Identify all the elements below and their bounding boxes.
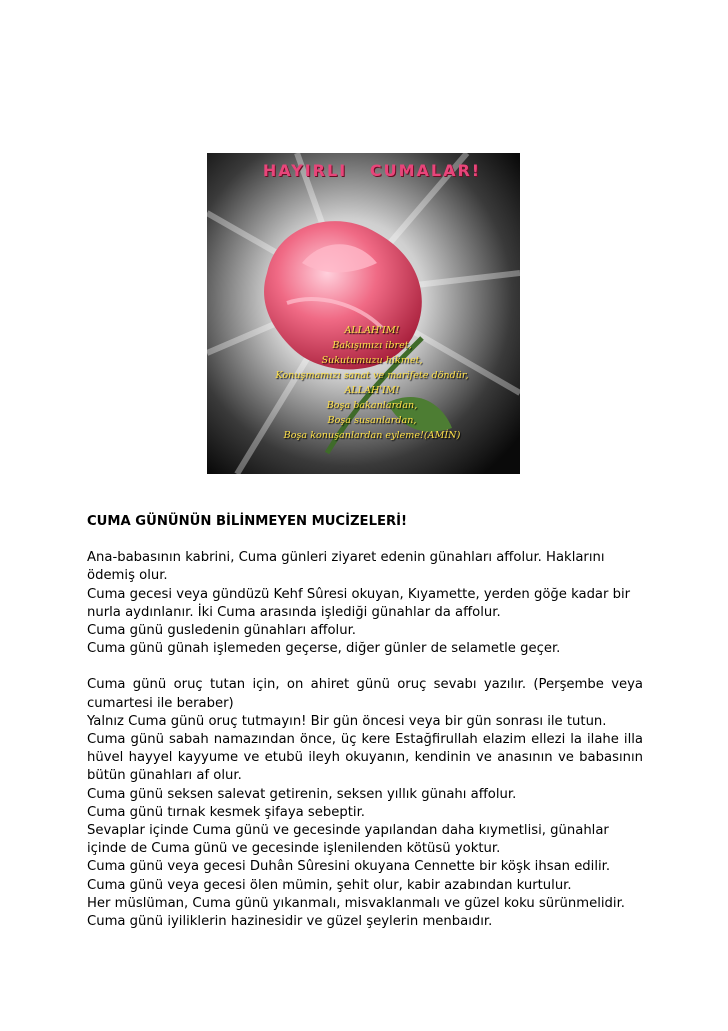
paragraph: Cuma günü iyiliklerin hazinesidir ve güzel şeylerin menbaıdır.	[87, 914, 493, 930]
poem-line: Bakışımızı ibret,	[332, 340, 412, 351]
banner-text: HAYIRLI CUMALAR!	[262, 161, 482, 180]
paragraph-block-1	[87, 549, 643, 658]
paragraph: Sevaplar içinde Cuma günü ve gecesinde yapılandan daha kıymetlisi, günahlar içinde de Cuma günü ve gecesinde işlenilenden kötüsü yoktur.	[87, 823, 609, 857]
paragraph: Yalnız Cuma günü oruç tutmayın! Bir gün öncesi veya bir gün sonrası ile tutun.	[87, 713, 607, 729]
paragraph: Cuma günü sabah namazından önce, üç kere Estağfirullah elazim ellezi la ilahe illa hüvel hayyel kayyume ve etubü ileyh okuyanın, kendinin ve anasının ve babasının bütün günahları af olur.	[87, 732, 643, 784]
paragraph-block-2	[87, 676, 643, 931]
paragraph: Her müslüman, Cuma günü yıkanmalı, misvaklanmalı ve güzel koku sürünmelidir.	[87, 895, 625, 911]
paragraph: Cuma günü veya gecesi Duhân Sûresini okuyana Cennette bir köşk ihsan edilir.	[87, 859, 611, 875]
poem-line: Boşa susanlardan,	[327, 415, 417, 426]
rose-greeting-image	[207, 153, 520, 474]
document-title: CUMA GÜNÜNÜN BİLİNMEYEN MUCİZELERİ!	[87, 514, 408, 529]
poem-line: ALLAH'IM!	[344, 385, 400, 396]
paragraph: Cuma gecesi veya gündüzü Kehf Sûresi okuyan, Kıyamette, yerden göğe kadar bir nurla aydınlanır. İki Cuma arasında işlediği günahlar da affolur.	[87, 586, 631, 620]
document-body	[87, 513, 643, 949]
poem-line: Boşa bakanlardan,	[326, 400, 418, 411]
poem-line: ALLAH'IM!	[344, 325, 400, 336]
poem-line: Boşa konuşanlardan eyleme!(AMİN)	[283, 430, 461, 441]
poem-line: Konuşmamızı sanat ve marifete döndür,	[275, 370, 469, 381]
paragraph: Cuma günü seksen salevat getirenin, seksen yıllık günahı affolur.	[87, 786, 517, 802]
paragraph: Cuma günü günah işlemeden geçerse, diğer günler de selametle geçer.	[87, 641, 561, 657]
paragraph: Ana-babasının kabrini, Cuma günleri ziyaret edenin günahları affolur. Haklarını ödemiş olur.	[87, 550, 605, 584]
paragraph: Cuma günü oruç tutan için, on ahiret günü oruç sevabı yazılır. (Perşembe veya cumartesi ile beraber)	[87, 677, 643, 711]
paragraph: Cuma günü tırnak kesmek şifaya sebeptir.	[87, 804, 365, 820]
paragraph: Cuma günü veya gecesi ölen mümin, şehit olur, kabir azabından kurtulur.	[87, 877, 572, 893]
poem	[247, 323, 497, 443]
poem-line: Sukutumuzu hikmet,	[321, 355, 423, 366]
paragraph: Cuma günü gusledenin günahları affolur.	[87, 623, 356, 639]
